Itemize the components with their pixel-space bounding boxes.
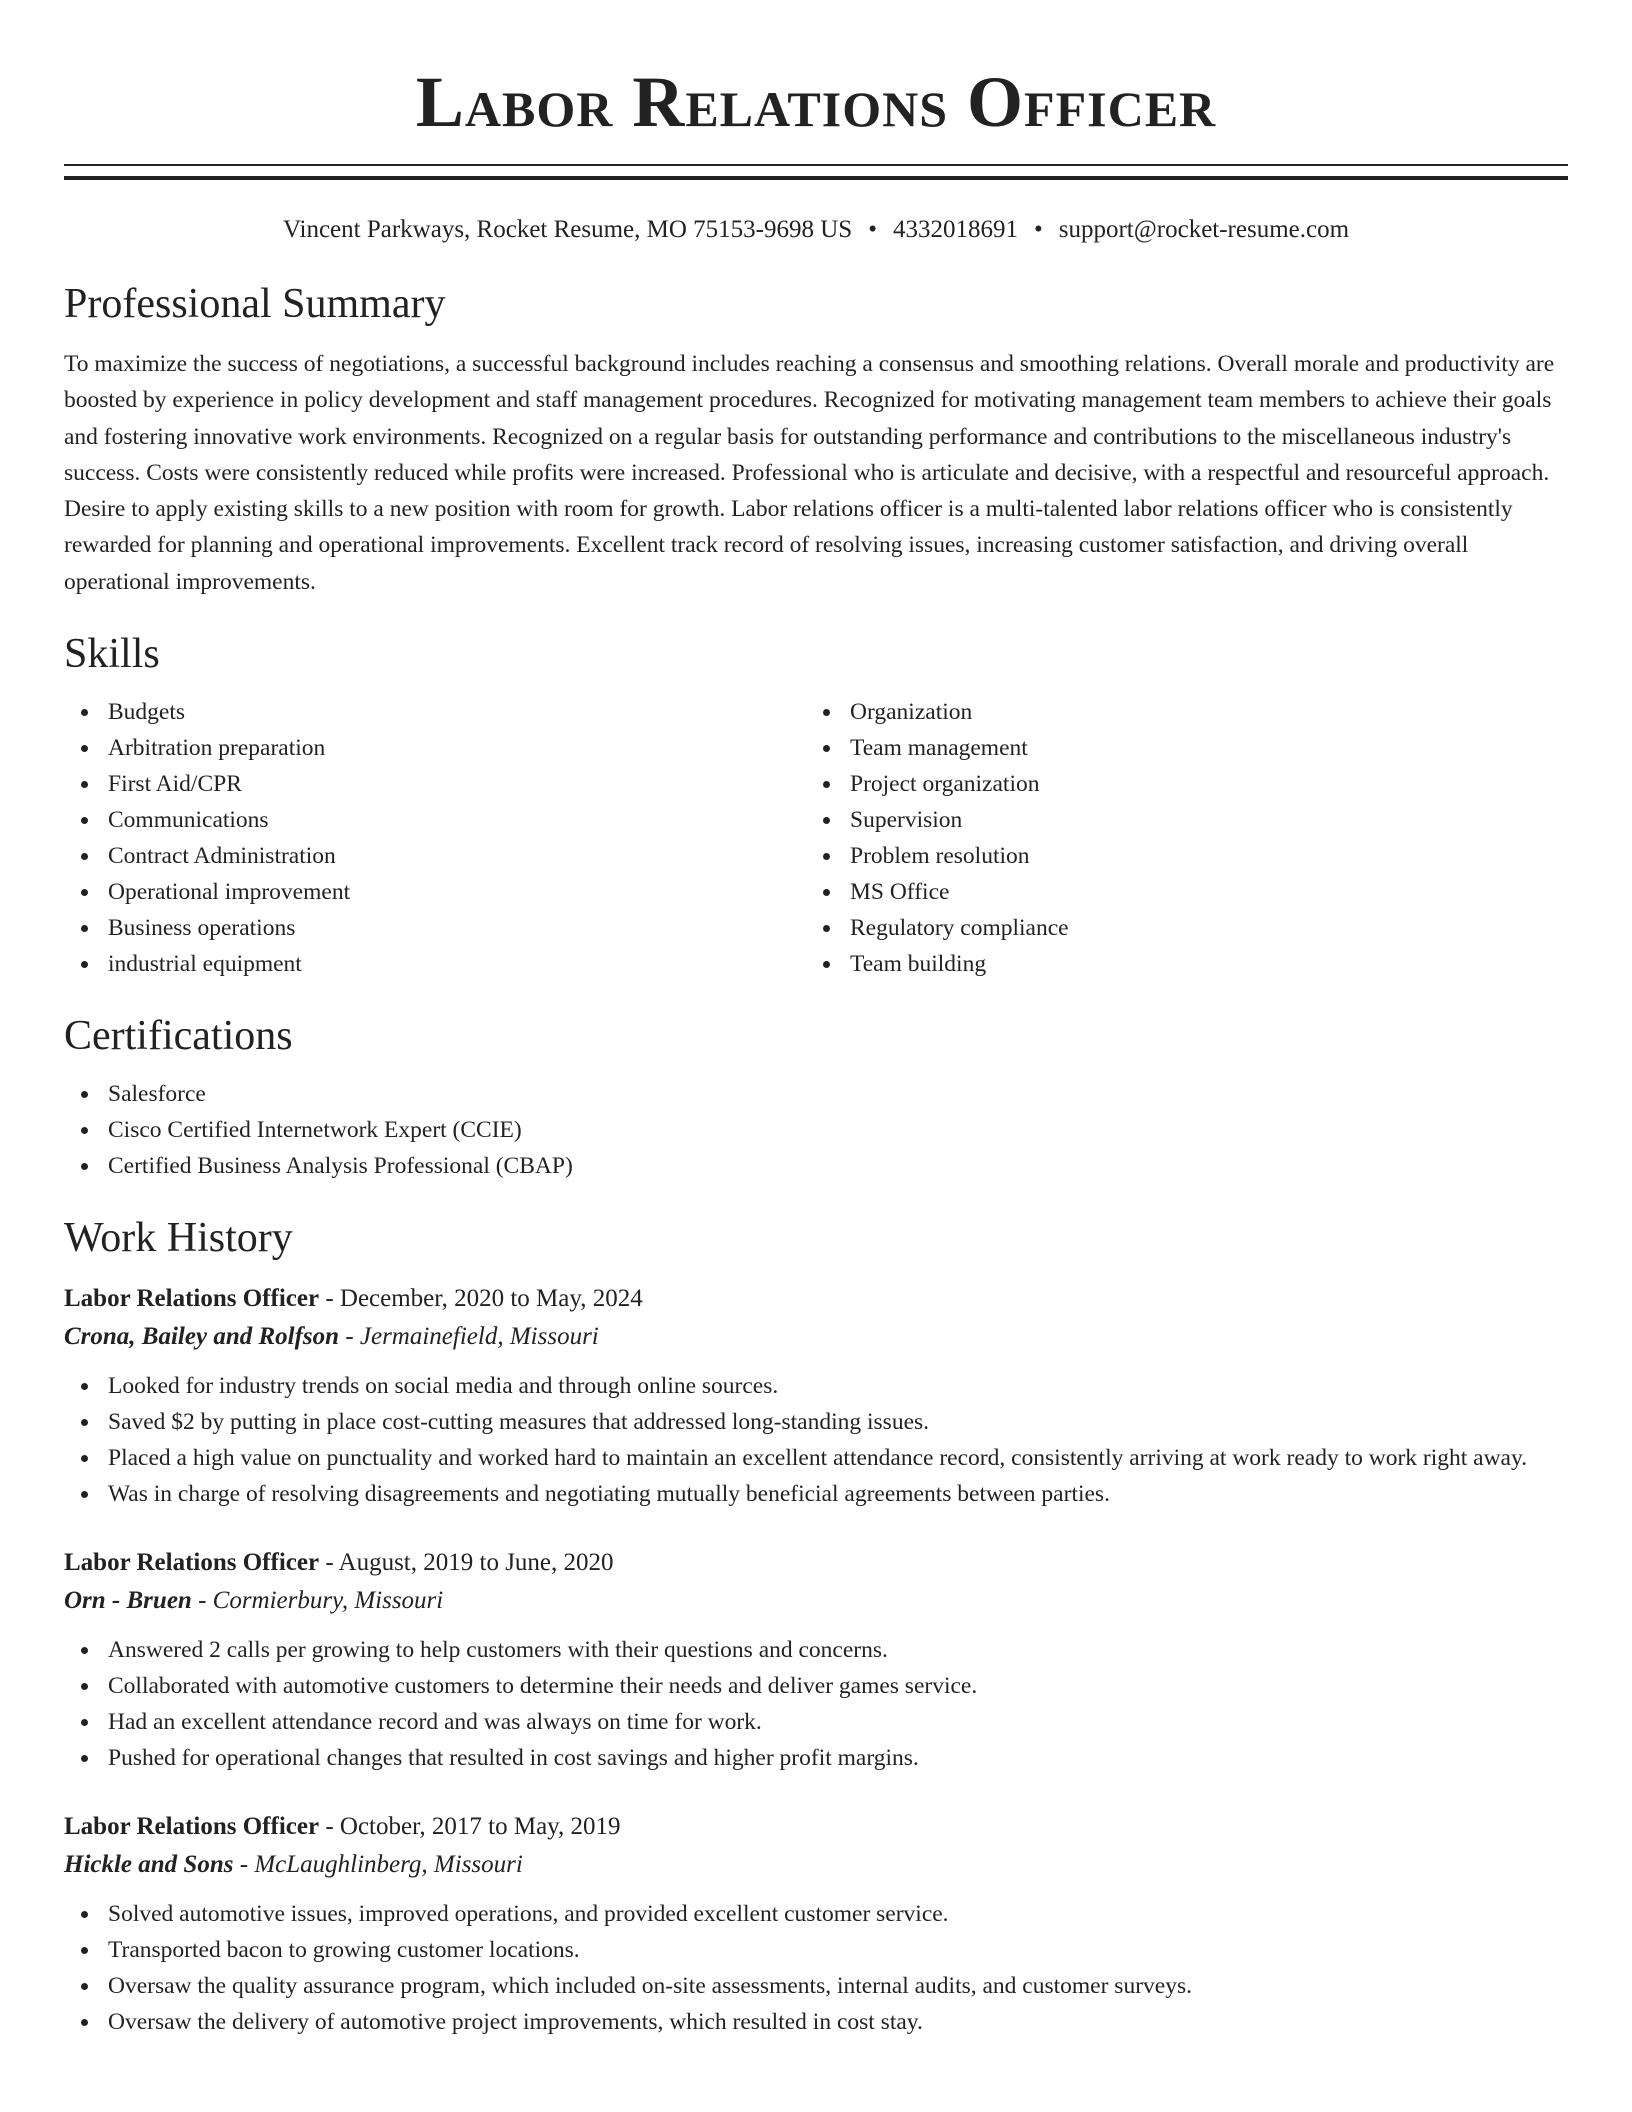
- skill-item: First Aid/CPR: [64, 766, 806, 802]
- skill-item: Budgets: [64, 694, 806, 730]
- skill-item: Problem resolution: [806, 838, 1548, 874]
- job-bullet: Transported bacon to growing customer locations.: [64, 1932, 1568, 1968]
- skill-item: Project organization: [806, 766, 1548, 802]
- job-bullet: Looked for industry trends on social media and through online sources.: [64, 1368, 1568, 1404]
- job-bullets: [64, 1632, 1568, 1776]
- job-location: McLaughlinberg, Missouri: [254, 1851, 523, 1879]
- skill-item: Team management: [806, 730, 1548, 766]
- job-dates: August, 2019 to June, 2020: [338, 1549, 614, 1577]
- job-location: Jermainefield, Missouri: [359, 1323, 599, 1351]
- certification-item: Cisco Certified Internetwork Expert (CCIE): [64, 1112, 1568, 1148]
- job-dates: December, 2020 to May, 2024: [339, 1285, 643, 1313]
- skills-list-right: [806, 694, 1548, 982]
- contact-separator: •: [1033, 216, 1043, 243]
- job-bullet: Collaborated with automotive customers to determine their needs and deliver games service.: [64, 1668, 1568, 1704]
- skill-item: MS Office: [806, 874, 1548, 910]
- job-entry: [64, 1544, 1568, 1776]
- job-role: Labor Relations Officer: [64, 1813, 320, 1841]
- skills-heading: Skills: [64, 631, 160, 678]
- skill-item: Operational improvement: [64, 874, 806, 910]
- certification-item: Certified Business Analysis Professional (CBAP): [64, 1148, 1568, 1184]
- job-company: Hickle and Sons: [64, 1851, 234, 1879]
- job-header: Labor Relations Officer - August, 2019 to June, 2020: [64, 1549, 614, 1577]
- job-role: Labor Relations Officer: [64, 1285, 320, 1313]
- title-divider: [64, 164, 1568, 180]
- summary-heading: Professional Summary: [64, 281, 446, 327]
- job-location: Cormierbury, Missouri: [212, 1587, 444, 1615]
- skill-item: Organization: [806, 694, 1548, 730]
- job-bullets: [64, 1368, 1568, 1512]
- skill-item: Arbitration preparation: [64, 730, 806, 766]
- job-bullet: Was in charge of resolving disagreements and negotiating mutually beneficial agreements between parties.: [64, 1476, 1568, 1512]
- job-role: Labor Relations Officer: [64, 1549, 320, 1577]
- job-bullet: Answered 2 calls per growing to help customers with their questions and concerns.: [64, 1632, 1568, 1668]
- job-bullet: Saved $2 by putting in place cost-cutting measures that addressed long-standing issues.: [64, 1404, 1568, 1440]
- certification-item: Salesforce: [64, 1076, 1568, 1112]
- skill-item: Team building: [806, 946, 1548, 982]
- summary-text: To maximize the success of negotiations, a successful background includes reaching a consensus and smoothing relations. Overall morale and productivity are boosted by experience in policy development and staff management procedures. Recognized for motivating management team members to achieve their goals and fostering innovative work environments. Recognized on a regular basis for outstanding performance and contributions to the miscellaneous industry's success. Costs were consistently reduced while profits were increased. Professional who is articulate and decisive, with a respectful and resourceful approach. Desire to apply existing skills to a new position with room for growth. Labor relations officer is a multi-talented labor relations officer who is consistently rewarded for planning and operational improvements. Excellent track record of resolving issues, increasing customer satisfaction, and driving overall operational improvements.: [64, 351, 1555, 595]
- job-company-line: Hickle and Sons - McLaughlinberg, Missouri: [64, 1851, 523, 1879]
- job-entry: [64, 1808, 1568, 2040]
- job-bullet: Placed a high value on punctuality and worked hard to maintain an excellent attendance record, consistently arriving at work ready to work right away.: [64, 1440, 1568, 1476]
- skills-grid: [64, 694, 1568, 982]
- resume-title: Labor Relations Officer: [415, 62, 1217, 142]
- job-bullet: Had an excellent attendance record and was always on time for work.: [64, 1704, 1568, 1740]
- job-company: Crona, Bailey and Rolfson: [64, 1323, 340, 1351]
- certifications-heading: Certifications: [64, 1013, 293, 1060]
- skill-item: Communications: [64, 802, 806, 838]
- skills-list-left: [64, 694, 806, 982]
- job-bullet: Solved automotive issues, improved operations, and provided excellent customer service.: [64, 1896, 1568, 1932]
- job-entry: [64, 1280, 1568, 1512]
- skill-item: Regulatory compliance: [806, 910, 1548, 946]
- job-bullet: Oversaw the delivery of automotive project improvements, which resulted in cost stay.: [64, 2004, 1568, 2040]
- job-company: Orn - Bruen: [64, 1587, 192, 1615]
- job-company-line: Orn - Bruen - Cormierbury, Missouri: [64, 1587, 444, 1615]
- job-bullet: Pushed for operational changes that resulted in cost savings and higher profit margins.: [64, 1740, 1568, 1776]
- contact-line: [64, 214, 1568, 246]
- skill-item: industrial equipment: [64, 946, 806, 982]
- job-bullet: Oversaw the quality assurance program, which included on-site assessments, internal audits, and customer surveys.: [64, 1968, 1568, 2004]
- certifications-list: [64, 1076, 1568, 1184]
- contact-separator: •: [868, 216, 877, 243]
- job-dates: October, 2017 to May, 2019: [339, 1813, 621, 1841]
- work-history-heading: Work History: [64, 1215, 293, 1262]
- contact-phone: 4332018691: [892, 216, 1018, 243]
- job-header: Labor Relations Officer - October, 2017 to May, 2019: [64, 1813, 621, 1841]
- job-bullets: [64, 1896, 1568, 2040]
- skill-item: Contract Administration: [64, 838, 806, 874]
- contact-address: Vincent Parkways, Rocket Resume, MO 75153-9698 US: [282, 216, 853, 243]
- job-header: Labor Relations Officer - December, 2020 to May, 2024: [64, 1285, 643, 1313]
- contact-email: support@rocket-resume.com: [1058, 216, 1350, 243]
- skill-item: Business operations: [64, 910, 806, 946]
- skill-item: Supervision: [806, 802, 1548, 838]
- job-company-line: Crona, Bailey and Rolfson - Jermainefield, Missouri: [64, 1323, 599, 1351]
